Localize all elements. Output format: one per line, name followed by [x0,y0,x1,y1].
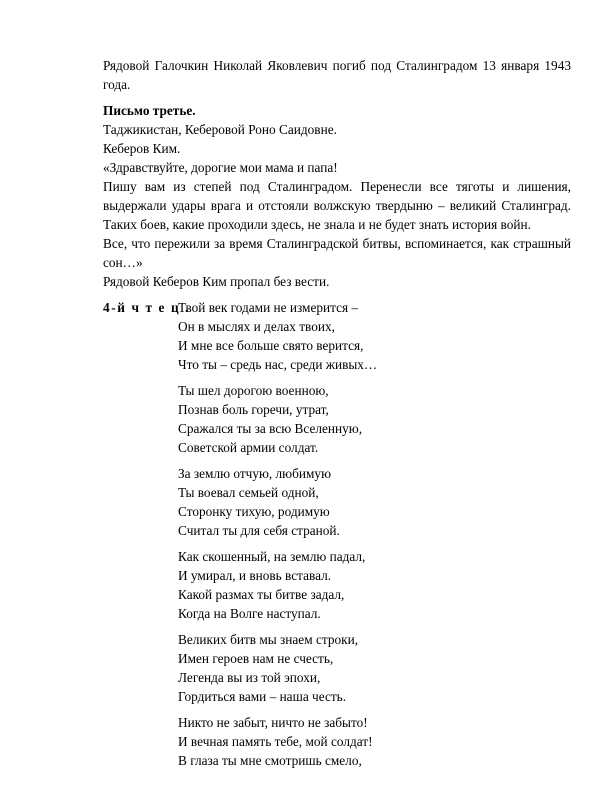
letter-sender: Кеберов Ким. [103,141,181,156]
letter-fate: Рядовой Кеберов Ким пропал без вести. [103,274,330,289]
poem-line: В глаза ты мне смотришь смело, [178,753,362,768]
poem-line: Ты воевал семьей одной, [178,485,319,500]
poem-line: Великих битв мы знаем строки, [178,632,359,647]
poem-stanza-3 [178,464,571,540]
poem-line: Сторонку тихую, родимую [178,504,330,519]
poem-stanza-2 [178,381,571,457]
poem-stanza-5 [178,630,571,706]
letter-address: Таджикистан, Кеберовой Роно Саидовне. [103,122,337,137]
poem-line: Как скошенный, на землю падал, [178,549,366,564]
reader-row [103,298,571,317]
poem-stanza-1 [178,317,571,374]
letter-paragraph: Все, что пережили за время Сталинградской битвы, вспоминается, как страшный сон…» [103,236,571,270]
poem-line: И вечная память тебе, мой солдат! [178,734,373,749]
poem-line: Какой размах ты битве задал, [178,587,345,602]
poem-line: Познав боль горечи, утрат, [178,402,329,417]
poem-stanza-6 [178,713,571,770]
poem-line: Гордиться вами – наша честь. [178,689,347,704]
letter-greeting: «Здравствуйте, дорогие мои мама и папа! [103,160,338,175]
poem-line: Ты шел дорогою военною, [178,383,329,398]
poem-line: Он в мыслях и делах твоих, [178,319,335,334]
poem-stanza-4 [178,547,571,623]
page-content [103,56,571,770]
poem-line: И мне все больше свято верится, [178,338,364,353]
letter-heading: Письмо третье. [103,103,196,118]
poem-line: И умирал, и вновь вставал. [178,568,332,583]
poem-line: Сражался ты за всю Вселенную, [178,421,363,436]
poem-line: Никто не забыт, ничто не забыто! [178,715,368,730]
poem-line: Что ты – средь нас, среди живых… [178,357,378,372]
poem-line: Легенда вы из той эпохи, [178,670,321,685]
poem-line: Твой век годами не измерится – [178,300,359,315]
poem-line: Считал ты для себя страной. [178,523,340,538]
letter-paragraph: Пишу вам из степей под Сталинградом. Перенесли все тяготы и лишения, выдержали удары врага и отстояли волжскую твердыню – великий Сталинград. Таких боев, какие проходили здесь, не знала и не будет знать история войн. [103,179,571,232]
poem-line: За землю отчую, любимую [178,466,331,481]
reader-label: 4-й ч т е ц . [103,300,191,315]
death-note-galochkin: Рядовой Галочкин Николай Яковлевич погиб под Сталинградом 13 января 1943 года. [103,58,571,92]
poem-line: Советской армии солдат. [178,440,319,455]
poem-line: Когда на Волге наступал. [178,606,321,621]
poem-line: Имен героев нам не счесть, [178,651,334,666]
